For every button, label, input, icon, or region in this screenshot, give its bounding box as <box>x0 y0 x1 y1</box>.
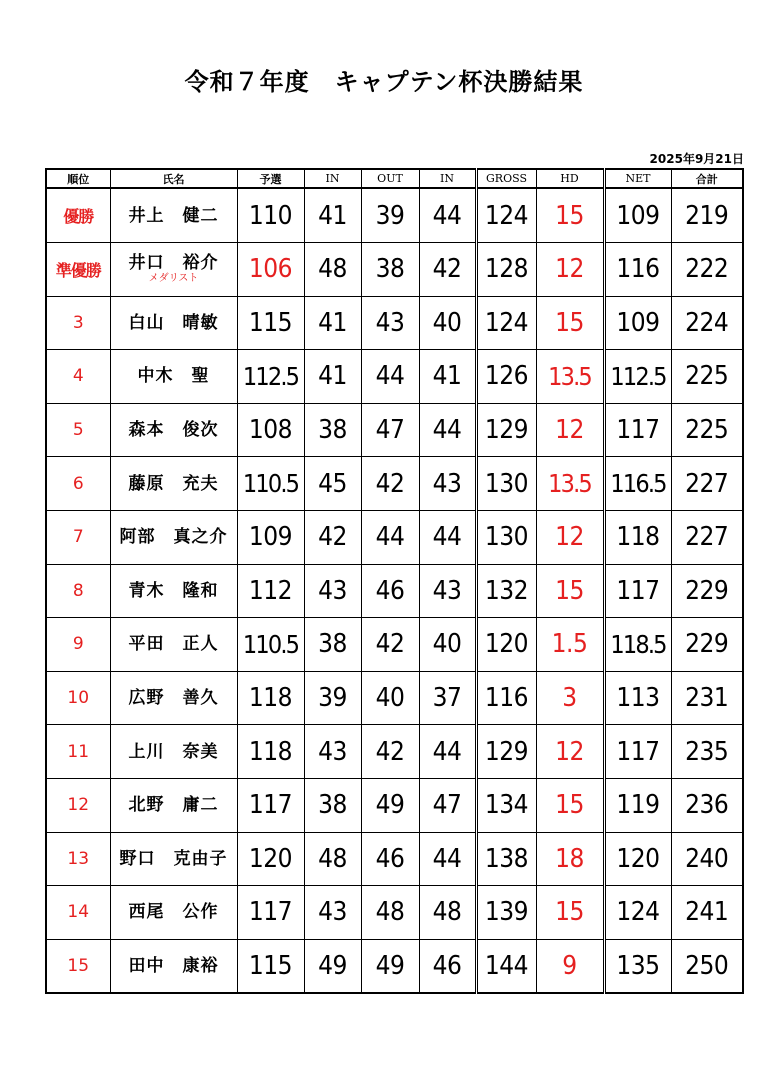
name-cell <box>110 778 237 832</box>
yosen-cell: 118 <box>237 671 304 725</box>
in1-cell: 43 <box>304 564 361 618</box>
in1-cell: 38 <box>304 778 361 832</box>
in1-cell: 38 <box>304 618 361 672</box>
rank-cell: 8 <box>46 564 110 618</box>
name-cell <box>110 832 237 886</box>
out-cell: 49 <box>361 939 419 993</box>
out-cell: 44 <box>361 510 419 564</box>
hd-cell: 12 <box>536 243 604 297</box>
table-row <box>46 564 743 618</box>
in2-cell: 44 <box>419 832 476 886</box>
name-cell <box>110 403 237 457</box>
gross-cell: 144 <box>476 939 536 993</box>
header-total: 合計 <box>671 169 743 188</box>
header-yosen: 予選 <box>237 169 304 188</box>
name-cell <box>110 457 237 511</box>
total-cell: 235 <box>671 725 743 779</box>
gross-cell: 130 <box>476 457 536 511</box>
player-name: 中木 聖 <box>137 366 210 387</box>
gross-cell: 124 <box>476 188 536 243</box>
yosen-cell: 106 <box>237 243 304 297</box>
in2-cell: 44 <box>419 403 476 457</box>
table-row <box>46 671 743 725</box>
table-row <box>46 350 743 404</box>
hd-cell: 15 <box>536 188 604 243</box>
rank-cell: 10 <box>46 671 110 725</box>
in1-cell: 48 <box>304 832 361 886</box>
header-in-2: IN <box>419 169 476 188</box>
total-cell: 250 <box>671 939 743 993</box>
event-date: 2025年9月21日 <box>649 152 744 166</box>
in1-cell: 43 <box>304 886 361 940</box>
out-cell: 47 <box>361 403 419 457</box>
name-cell <box>110 510 237 564</box>
out-cell: 46 <box>361 564 419 618</box>
yosen-cell: 115 <box>237 939 304 993</box>
net-cell: 109 <box>604 188 671 243</box>
in2-cell: 43 <box>419 457 476 511</box>
gross-cell: 132 <box>476 564 536 618</box>
player-name: 藤原 充夫 <box>128 473 219 494</box>
total-cell: 227 <box>671 510 743 564</box>
hd-cell: 15 <box>536 296 604 350</box>
in2-cell: 41 <box>419 350 476 404</box>
total-cell: 224 <box>671 296 743 350</box>
results-table <box>45 168 744 994</box>
hd-cell: 13.5 <box>536 457 604 511</box>
gross-cell: 139 <box>476 886 536 940</box>
net-cell: 118.5 <box>604 618 671 672</box>
table-row <box>46 403 743 457</box>
hd-cell: 3 <box>536 671 604 725</box>
in1-cell: 42 <box>304 510 361 564</box>
medalist-note: メダリスト <box>148 273 199 285</box>
rank-cell: 11 <box>46 725 110 779</box>
gross-cell: 129 <box>476 725 536 779</box>
net-cell: 119 <box>604 778 671 832</box>
yosen-cell: 120 <box>237 832 304 886</box>
in2-cell: 43 <box>419 564 476 618</box>
player-name: 田中 康裕 <box>128 955 219 976</box>
total-cell: 225 <box>671 350 743 404</box>
rank-cell: 3 <box>46 296 110 350</box>
rank-cell: 5 <box>46 403 110 457</box>
yosen-cell: 117 <box>237 886 304 940</box>
hd-cell: 18 <box>536 832 604 886</box>
rank-cell: 準優勝 <box>46 243 110 297</box>
header-gross: GROSS <box>476 169 536 188</box>
total-cell: 240 <box>671 832 743 886</box>
rank-cell: 6 <box>46 457 110 511</box>
yosen-cell: 110 <box>237 188 304 243</box>
in2-cell: 47 <box>419 778 476 832</box>
player-name: 野口 克由子 <box>119 848 228 869</box>
total-cell: 229 <box>671 618 743 672</box>
name-cell <box>110 725 237 779</box>
table-row <box>46 886 743 940</box>
gross-cell: 126 <box>476 350 536 404</box>
yosen-cell: 112 <box>237 564 304 618</box>
player-name: 森本 俊次 <box>128 420 219 441</box>
player-name: 平田 正人 <box>128 634 219 655</box>
in1-cell: 45 <box>304 457 361 511</box>
in1-cell: 41 <box>304 188 361 243</box>
header-hd: HD <box>536 169 604 188</box>
out-cell: 46 <box>361 832 419 886</box>
rank-cell: 13 <box>46 832 110 886</box>
in1-cell: 48 <box>304 243 361 297</box>
yosen-cell: 112.5 <box>237 350 304 404</box>
hd-cell: 15 <box>536 886 604 940</box>
yosen-cell: 108 <box>237 403 304 457</box>
net-cell: 113 <box>604 671 671 725</box>
hd-cell: 15 <box>536 564 604 618</box>
total-cell: 219 <box>671 188 743 243</box>
rank-cell: 15 <box>46 939 110 993</box>
gross-cell: 120 <box>476 618 536 672</box>
in2-cell: 40 <box>419 296 476 350</box>
in1-cell: 38 <box>304 403 361 457</box>
net-cell: 135 <box>604 939 671 993</box>
rank-cell: 4 <box>46 350 110 404</box>
player-name: 井上 健二 <box>128 205 219 226</box>
player-name: 阿部 真之介 <box>119 527 228 548</box>
name-cell <box>110 296 237 350</box>
out-cell: 49 <box>361 778 419 832</box>
gross-cell: 134 <box>476 778 536 832</box>
header-name: 氏名 <box>110 169 237 188</box>
hd-cell: 12 <box>536 725 604 779</box>
out-cell: 40 <box>361 671 419 725</box>
rank-cell: 9 <box>46 618 110 672</box>
yosen-cell: 117 <box>237 778 304 832</box>
in2-cell: 44 <box>419 188 476 243</box>
yosen-cell: 115 <box>237 296 304 350</box>
gross-cell: 116 <box>476 671 536 725</box>
table-row <box>46 832 743 886</box>
out-cell: 42 <box>361 457 419 511</box>
player-name: 白山 晴敏 <box>128 312 219 333</box>
in1-cell: 49 <box>304 939 361 993</box>
total-cell: 231 <box>671 671 743 725</box>
rank-cell: 優勝 <box>46 188 110 243</box>
player-name: 北野 庸二 <box>128 795 219 816</box>
total-cell: 222 <box>671 243 743 297</box>
gross-cell: 138 <box>476 832 536 886</box>
name-cell <box>110 886 237 940</box>
net-cell: 117 <box>604 403 671 457</box>
total-cell: 225 <box>671 403 743 457</box>
total-cell: 236 <box>671 778 743 832</box>
yosen-cell: 110.5 <box>237 618 304 672</box>
name-cell <box>110 671 237 725</box>
hd-cell: 15 <box>536 778 604 832</box>
in1-cell: 41 <box>304 350 361 404</box>
name-cell <box>110 618 237 672</box>
net-cell: 116 <box>604 243 671 297</box>
net-cell: 117 <box>604 725 671 779</box>
out-cell: 48 <box>361 886 419 940</box>
player-name: 青木 隆和 <box>128 580 219 601</box>
net-cell: 120 <box>604 832 671 886</box>
header-rank: 順位 <box>46 169 110 188</box>
table-row <box>46 618 743 672</box>
name-cell <box>110 564 237 618</box>
total-cell: 227 <box>671 457 743 511</box>
name-cell <box>110 243 237 297</box>
gross-cell: 124 <box>476 296 536 350</box>
table-row <box>46 243 743 297</box>
player-name: 広野 善久 <box>128 688 219 709</box>
table-row <box>46 457 743 511</box>
net-cell: 112.5 <box>604 350 671 404</box>
table-row <box>46 296 743 350</box>
in2-cell: 44 <box>419 510 476 564</box>
gross-cell: 128 <box>476 243 536 297</box>
table-row <box>46 510 743 564</box>
net-cell: 124 <box>604 886 671 940</box>
name-cell <box>110 939 237 993</box>
in2-cell: 46 <box>419 939 476 993</box>
in2-cell: 48 <box>419 886 476 940</box>
header-in-1: IN <box>304 169 361 188</box>
out-cell: 44 <box>361 350 419 404</box>
out-cell: 39 <box>361 188 419 243</box>
gross-cell: 130 <box>476 510 536 564</box>
gross-cell: 129 <box>476 403 536 457</box>
out-cell: 42 <box>361 725 419 779</box>
player-name: 西尾 公作 <box>128 902 219 923</box>
page-title: 令和７年度 キャプテン杯決勝結果 <box>184 68 584 96</box>
table-row <box>46 725 743 779</box>
rank-cell: 12 <box>46 778 110 832</box>
net-cell: 117 <box>604 564 671 618</box>
table-row <box>46 778 743 832</box>
net-cell: 116.5 <box>604 457 671 511</box>
in1-cell: 39 <box>304 671 361 725</box>
in2-cell: 42 <box>419 243 476 297</box>
player-name: 井口 裕介 <box>128 253 219 274</box>
header-net: NET <box>604 169 671 188</box>
hd-cell: 12 <box>536 510 604 564</box>
rank-cell: 14 <box>46 886 110 940</box>
in2-cell: 40 <box>419 618 476 672</box>
hd-cell: 1.5 <box>536 618 604 672</box>
rank-cell: 7 <box>46 510 110 564</box>
header-out: OUT <box>361 169 419 188</box>
in1-cell: 43 <box>304 725 361 779</box>
in2-cell: 44 <box>419 725 476 779</box>
name-cell <box>110 350 237 404</box>
total-cell: 229 <box>671 564 743 618</box>
out-cell: 43 <box>361 296 419 350</box>
yosen-cell: 118 <box>237 725 304 779</box>
results-body <box>46 188 743 993</box>
out-cell: 42 <box>361 618 419 672</box>
in2-cell: 37 <box>419 671 476 725</box>
yosen-cell: 110.5 <box>237 457 304 511</box>
yosen-cell: 109 <box>237 510 304 564</box>
hd-cell: 13.5 <box>536 350 604 404</box>
net-cell: 118 <box>604 510 671 564</box>
out-cell: 38 <box>361 243 419 297</box>
in1-cell: 41 <box>304 296 361 350</box>
table-row <box>46 188 743 243</box>
header-row <box>46 169 743 188</box>
hd-cell: 12 <box>536 403 604 457</box>
player-name: 上川 奈美 <box>128 741 219 762</box>
table-row <box>46 939 743 993</box>
total-cell: 241 <box>671 886 743 940</box>
name-cell <box>110 188 237 243</box>
net-cell: 109 <box>604 296 671 350</box>
hd-cell: 9 <box>536 939 604 993</box>
